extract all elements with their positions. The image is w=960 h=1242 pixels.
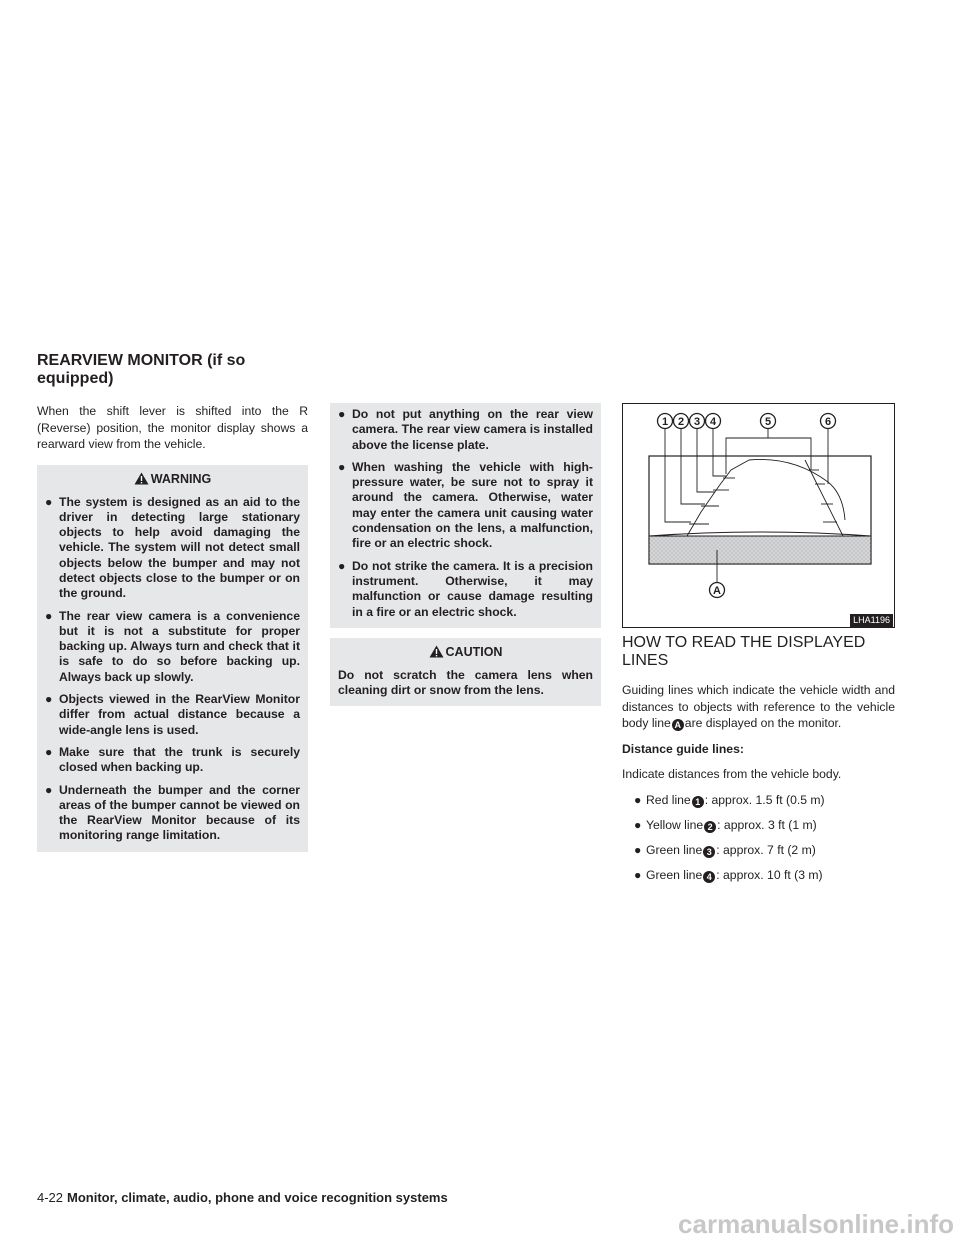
warning-item: ● Make sure that the trunk is securely closed when backing up. — [45, 744, 300, 775]
guide-lines-diagram — [623, 404, 894, 627]
warning-item: ● The system is designed as an aid to the driver in detecting large stationary objects to help avoid damaging the vehicle. The system will not detect small objects below the bumper and may not detect objects close to the bumper or on the ground. — [45, 494, 300, 601]
callout-1 — [658, 414, 836, 598]
bullet-icon: ● — [338, 407, 346, 421]
svg-text:4: 4 — [709, 416, 717, 428]
section-title: REARVIEW MONITOR (if so equipped) — [37, 352, 246, 387]
warning-title: WARNING — [150, 471, 212, 486]
caution-header — [338, 644, 593, 662]
how-to-heading: HOW TO READ THE DISPLAYED LINES — [622, 634, 866, 669]
caution-title: CAUTION — [445, 644, 503, 659]
ref-4-icon: 4 — [703, 871, 715, 883]
warning-box-continued — [330, 403, 601, 628]
rearview-monitor-figure — [622, 403, 895, 628]
column-middle — [330, 403, 601, 706]
figure-code: LHA1196 — [850, 614, 893, 627]
column-left — [37, 403, 308, 852]
bullet-icon: ● — [634, 868, 642, 882]
warning-item: ● Underneath the bumper and the corner areas of the bumper cannot be viewed on the RearView Monitor because of its monitoring range limitation. — [45, 782, 300, 843]
svg-text:1: 1 — [661, 416, 669, 428]
how-to-paragraph: Guiding lines which indicate the vehicle width and distances to objects with reference to the vehicle body line A are displayed on the monitor. — [622, 683, 895, 730]
footer-title: Monitor, climate, audio, phone and voice recognition systems — [67, 1190, 448, 1205]
ref-2-icon: 2 — [704, 821, 716, 833]
warning-item: ● The rear view camera is a convenience but it is not a substitute for proper backing up. Always turn and check that it is safe to do so before backing up. Always back up slowly. — [45, 608, 300, 684]
ref-3-icon: 3 — [703, 846, 715, 858]
warning-header — [45, 471, 300, 489]
svg-text:A: A — [713, 585, 721, 597]
column-right — [622, 403, 895, 892]
distance-intro: Indicate distances from the vehicle body. — [622, 766, 842, 781]
bullet-icon: ● — [45, 744, 53, 759]
svg-text:5: 5 — [764, 416, 772, 428]
bullet-icon: ● — [634, 793, 642, 807]
watermark: carmanualsonline.info — [678, 1209, 954, 1239]
bullet-icon: ● — [634, 818, 642, 832]
caution-triangle-icon — [429, 645, 444, 662]
bullet-icon: ● — [634, 843, 642, 857]
warning-item: ● Objects viewed in the RearView Monitor differ from actual distance because a wide-angle lens is used. — [45, 692, 300, 737]
distance-item: ● Red line 1 : approx. 1.5 ft (0.5 m) — [634, 793, 825, 807]
warning-triangle-icon — [134, 472, 149, 489]
warning-item: ● Do not strike the camera. It is a precision instrument. Otherwise, it may malfunction or cause damage resulting in a fire or an electric shock. — [338, 558, 593, 619]
page-footer — [37, 1190, 448, 1205]
caution-text: Do not scratch the camera lens when cleaning dirt or snow from the lens. — [338, 667, 593, 698]
bullet-icon: ● — [45, 782, 53, 797]
intro-paragraph: When the shift lever is shifted into the R (Reverse) position, the monitor display shows a rearward view from the vehicle. — [37, 404, 308, 451]
ref-1-icon: 1 — [692, 796, 704, 808]
caution-box — [330, 638, 601, 707]
warning-item: ● Do not put anything on the rear view camera. The rear view camera is installed above the license plate. — [338, 407, 593, 452]
distance-list — [622, 792, 895, 883]
svg-text:3: 3 — [693, 416, 701, 428]
bullet-icon: ● — [45, 692, 53, 707]
bullet-icon: ● — [45, 608, 53, 623]
ref-a-icon: A — [672, 719, 684, 731]
distance-item: ● Green line 3 : approx. 7 ft (2 m) — [634, 843, 816, 857]
bullet-icon: ● — [45, 494, 53, 509]
svg-text:6: 6 — [824, 416, 832, 428]
distance-item: ● Yellow line 2 : approx. 3 ft (1 m) — [634, 818, 817, 832]
distance-item: ● Green line 4 : approx. 10 ft (3 m) — [634, 868, 823, 882]
bullet-icon: ● — [338, 459, 346, 474]
warning-item: ● When washing the vehicle with high-pressure water, be sure not to spray it around the camera. Otherwise, water may enter the camera unit causing water condensation on the lens, a malfunction, fire or an electric shock. — [338, 459, 593, 551]
svg-text:2: 2 — [677, 416, 685, 428]
bullet-icon: ● — [338, 558, 346, 573]
distance-guide-subhead: Distance guide lines: — [622, 741, 744, 756]
warning-box — [37, 465, 308, 852]
page-number: 4-22 — [37, 1190, 64, 1205]
